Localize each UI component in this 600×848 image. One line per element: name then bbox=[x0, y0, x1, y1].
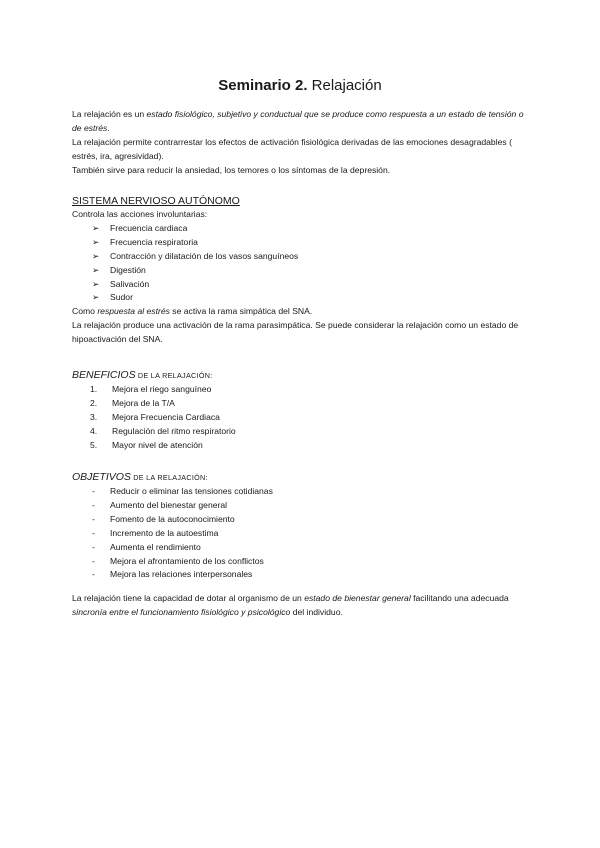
beneficios-heading-main: BENEFICIOS bbox=[72, 369, 136, 381]
list-item-text: Mejora las relaciones interpersonales bbox=[110, 569, 253, 580]
intro-text-c: . bbox=[107, 122, 110, 133]
beneficios-list bbox=[72, 383, 532, 453]
objetivos-heading-sub: DE LA RELAJACIÓN: bbox=[130, 473, 208, 482]
objetivos-heading bbox=[72, 470, 532, 485]
list-marker: - bbox=[92, 499, 95, 510]
list-marker: ➢ bbox=[92, 236, 100, 247]
list-item-text: Mayor nivel de atención bbox=[112, 439, 203, 450]
objetivos-section bbox=[72, 470, 532, 582]
sna-p1-text-c: se activa la rama simpática del SNA. bbox=[169, 306, 313, 317]
closing-paragraph bbox=[72, 592, 532, 620]
sna-list-item bbox=[72, 236, 532, 250]
sna-subtitle: Controla las acciones involuntarias: bbox=[72, 209, 208, 219]
sna-list-item bbox=[72, 264, 532, 278]
list-item-text: Incremento de la autoestima bbox=[110, 527, 219, 538]
intro-paragraph-1 bbox=[72, 108, 532, 136]
sna-p1-text-a: Como bbox=[72, 306, 98, 317]
list-item-text: Sudor bbox=[110, 292, 133, 303]
beneficios-list-item bbox=[72, 397, 532, 411]
intro-section bbox=[72, 108, 532, 178]
objetivos-list-item bbox=[72, 485, 532, 499]
beneficios-list-item bbox=[72, 411, 532, 425]
beneficios-heading bbox=[72, 368, 532, 383]
page-title bbox=[0, 76, 600, 96]
objetivos-list bbox=[72, 485, 532, 582]
closing-text-c: facilitando una adecuada bbox=[410, 593, 509, 603]
title-bold: Seminario 2. bbox=[218, 77, 308, 94]
list-marker: ➢ bbox=[92, 250, 100, 261]
list-item-text: Regulación del ritmo respiratorio bbox=[112, 425, 236, 436]
sna-list-item bbox=[72, 250, 532, 264]
beneficios-list-item bbox=[72, 425, 532, 439]
intro-paragraph-3: También sirve para reducir la ansiedad, los temores o los síntomas de la depresión. bbox=[72, 164, 391, 175]
closing-text-e: del individuo. bbox=[290, 606, 343, 617]
list-marker: - bbox=[92, 569, 95, 580]
list-marker: - bbox=[92, 513, 95, 524]
intro-italic-definition: estado fisiológico, subjetivo y conductual que se produce como respuesta a un estado de tensión o de estrés bbox=[72, 109, 524, 133]
list-item-text: Mejora Frecuencia Cardiaca bbox=[112, 411, 220, 422]
objetivos-list-item bbox=[72, 568, 532, 582]
list-marker: ➢ bbox=[92, 292, 100, 303]
sna-section bbox=[72, 194, 532, 347]
list-marker: 5. bbox=[90, 439, 98, 450]
title-rest: Relajación bbox=[311, 77, 382, 94]
list-marker: ➢ bbox=[92, 264, 100, 275]
sna-list-item bbox=[72, 222, 532, 236]
list-marker: 3. bbox=[90, 411, 98, 422]
list-item-text: Reducir o eliminar las tensiones cotidianas bbox=[110, 486, 273, 496]
beneficios-list-item bbox=[72, 383, 532, 397]
list-item-text: Fomento de la autoconocimiento bbox=[110, 513, 235, 524]
list-item-text: Contracción y dilatación de los vasos sanguíneos bbox=[110, 250, 299, 261]
list-item-text: Frecuencia cardiaca bbox=[110, 222, 188, 233]
sna-paragraph-1 bbox=[72, 305, 532, 319]
sna-list-item bbox=[72, 291, 532, 305]
list-marker: 2. bbox=[90, 397, 98, 408]
list-marker: - bbox=[92, 541, 95, 552]
list-item-text: Aumenta el rendimiento bbox=[110, 541, 201, 552]
intro-paragraph-2: La relajación permite contrarrestar los efectos de activación fisiológica derivadas de las emociones desagradables ( estrés, ira, agresividad). bbox=[72, 136, 512, 161]
list-item-text: Mejora de la T/A bbox=[112, 397, 175, 408]
sna-heading: SISTEMA NERVIOSO AUTÓNOMO bbox=[72, 195, 240, 207]
objetivos-list-item bbox=[72, 513, 532, 527]
beneficios-section bbox=[72, 368, 532, 453]
intro-text-a: La relajación es un bbox=[72, 109, 147, 119]
closing-section bbox=[72, 592, 532, 620]
sna-list-item bbox=[72, 278, 532, 292]
beneficios-heading-sub: DE LA RELAJACIÓN: bbox=[135, 371, 213, 380]
list-item-text: Salivación bbox=[110, 278, 150, 289]
sna-list bbox=[72, 222, 532, 305]
objetivos-list-item bbox=[72, 527, 532, 541]
list-marker: 1. bbox=[90, 384, 98, 394]
objetivos-heading-main: OBJETIVOS bbox=[72, 471, 131, 483]
list-item-text: Aumento del bienestar general bbox=[110, 499, 228, 510]
list-marker: - bbox=[92, 555, 95, 566]
objetivos-list-item bbox=[72, 541, 532, 555]
objetivos-list-item bbox=[72, 555, 532, 569]
list-item-text: Digestión bbox=[110, 264, 146, 275]
list-item-text: Frecuencia respiratoria bbox=[110, 236, 198, 247]
closing-italic-d: sincronía entre el funcionamiento fisiológico y psicológico bbox=[72, 606, 291, 617]
closing-text-a: La relajación tiene la capacidad de dotar al organismo de un bbox=[72, 593, 305, 603]
list-item-text: Mejora el riego sanguíneo bbox=[112, 384, 212, 394]
list-marker: 4. bbox=[90, 425, 98, 436]
list-marker: ➢ bbox=[92, 222, 100, 233]
list-marker: - bbox=[92, 527, 95, 538]
closing-italic-b: estado de bienestar general bbox=[304, 593, 411, 603]
beneficios-list-item bbox=[72, 439, 532, 453]
sna-p1-italic: respuesta al estrés bbox=[97, 306, 170, 317]
list-marker: - bbox=[92, 486, 95, 496]
list-item-text: Mejora el afrontamiento de los conflictos bbox=[110, 555, 264, 566]
list-marker: ➢ bbox=[92, 278, 100, 289]
sna-paragraph-2: La relajación produce una activación de la rama parasimpática. Se puede considerar la relajación como un estado de hipoactivación del SNA. bbox=[72, 320, 519, 345]
objetivos-list-item bbox=[72, 499, 532, 513]
